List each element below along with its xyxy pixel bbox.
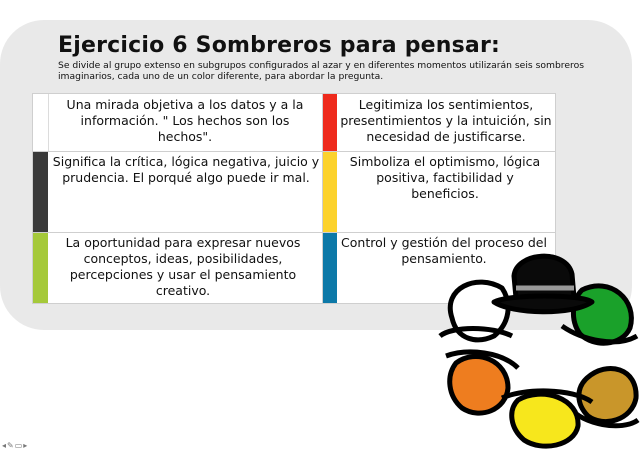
hat-cell-green xyxy=(33,233,322,303)
hat-description: Control y gestión del proceso del pensamiento. xyxy=(341,235,547,266)
hat-description: La oportunidad para expresar nuevos conceptos, ideas, posibilidades, percepciones y usar el pensamiento creativo. xyxy=(65,235,301,298)
orange-hat-icon xyxy=(446,352,518,413)
hat-cell-red xyxy=(323,94,555,151)
hat-description: Simboliza el optimismo, lógica positiva, factibilidad y beneficios. xyxy=(349,154,541,201)
hat-description: Una mirada objetiva a los datos y a la información. " Los hechos son los hechos". xyxy=(66,97,304,144)
hat-cell-black xyxy=(33,152,322,232)
slide-navigation xyxy=(2,441,28,450)
color-stripe-black xyxy=(33,152,48,232)
edit-pen-icon[interactable]: ✎ xyxy=(7,441,14,450)
hat-cell-white xyxy=(33,94,322,151)
page-title: Ejercicio 6 Sombreros para pensar: xyxy=(58,33,501,58)
next-slide-icon[interactable]: ▸ xyxy=(23,441,28,450)
previous-slide-icon[interactable]: ◂ xyxy=(2,441,7,450)
color-stripe-blue xyxy=(323,233,337,303)
six-hats-illustration xyxy=(432,248,640,453)
instructions-text: Se divide al grupo extenso en subgrupos configurados al azar y en diferentes momentos utilizarán seis sombreros imaginarios, cada uno de un color diferente, para abordar la pregunta. xyxy=(58,60,584,82)
black-hat-icon xyxy=(494,256,592,312)
slide-menu-icon[interactable]: ▭ xyxy=(14,441,23,450)
hat-cell-yellow xyxy=(323,152,555,232)
hat-description: Legitimiza los sentimientos, presentimientos y la intuición, sin necesidad de justificarse. xyxy=(340,97,552,144)
hat-description: Significa la crítica, lógica negativa, juicio y prudencia. El porqué algo puede ir mal. xyxy=(52,154,320,185)
white-hat-icon xyxy=(440,282,512,340)
color-stripe-green xyxy=(33,233,48,303)
color-stripe-red xyxy=(323,94,337,151)
color-stripe-yellow xyxy=(323,152,337,232)
color-stripe-white xyxy=(33,94,49,151)
